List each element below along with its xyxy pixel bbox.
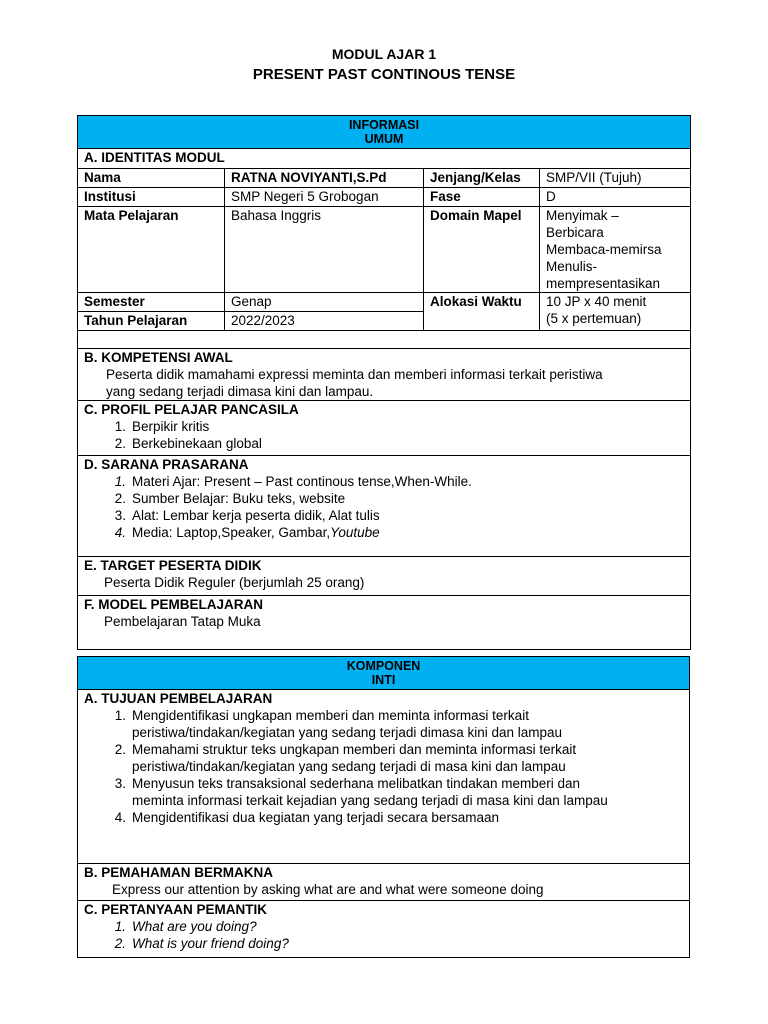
spacer-row	[78, 331, 691, 349]
mapel-label: Mata Pelajaran	[78, 207, 225, 293]
alokasi-label: Alokasi Waktu	[424, 293, 540, 331]
alokasi-value: 10 JP x 40 menit (5 x pertemuan)	[540, 293, 691, 331]
section-kompetensi-awal: B. KOMPETENSI AWAL Peserta didik mamahami expressi meminta dan memberi informasi terkait peristiwa yang sedang terjadi dimasa kini dan lampau.	[78, 349, 691, 401]
section-identitas-modul: A. IDENTITAS MODUL	[78, 149, 691, 169]
komponen-inti-header: KOMPONEN INTI	[78, 657, 690, 690]
domain-label: Domain Mapel	[424, 207, 540, 293]
list-item: 1. Materi Ajar: Present – Past continous tense,When-While.	[114, 474, 472, 489]
tahun-label: Tahun Pelajaran	[78, 312, 225, 331]
list-item: 2. Memahami struktur teks ungkapan memberi dan meminta informasi terkait peristiwa/tindakan/kegiatan yang sedang terjadi di masa kini dan lampau	[114, 742, 577, 774]
list-item: 3. Menyusun teks transaksional sederhana melibatkan tindakan memberi dan meminta informasi terkait kejadian yang sedang terjadi di masa kini dan lampau	[114, 776, 608, 808]
section-pertanyaan-pemantik: C. PERTANYAAN PEMANTIK 1. What are you doing? 2. What is your friend doing?	[78, 901, 690, 958]
section-model-pembelajaran: F. MODEL PEMBELAJARAN Pembelajaran Tatap Muka	[78, 596, 691, 650]
section-profil-pancasila: C. PROFIL PELAJAR PANCASILA 1. Berpikir kritis 2. Berkebinekaan global	[78, 401, 691, 456]
module-subtitle: PRESENT PAST CONTINOUS TENSE	[252, 66, 516, 83]
list-item: 2. What is your friend doing?	[114, 936, 289, 951]
list-item: 1. Berpikir kritis	[114, 419, 210, 434]
domain-value: Menyimak – Berbicara Membaca-memirsa Menulis- mempresentasikan	[540, 207, 691, 293]
list-item: 1. What are you doing?	[114, 919, 257, 934]
section-target-peserta: E. TARGET PESERTA DIDIK Peserta Didik Reguler (berjumlah 25 orang)	[78, 557, 691, 596]
jenjang-value: SMP/VII (Tujuh)	[540, 169, 691, 188]
info-umum-header: INFORMASI UMUM	[78, 116, 691, 149]
institusi-value: SMP Negeri 5 Grobogan	[225, 188, 424, 207]
institusi-label: Institusi	[78, 188, 225, 207]
list-item: 3. Alat: Lembar kerja peserta didik, Alat tulis	[114, 508, 380, 523]
komponen-inti-table	[77, 656, 690, 958]
tahun-value: 2022/2023	[225, 312, 424, 331]
list-item: 2. Sumber Belajar: Buku teks, website	[114, 491, 346, 506]
semester-value: Genap	[225, 293, 424, 312]
list-item: 4. Mengidentifikasi dua kegiatan yang terjadi secara bersamaan	[114, 810, 499, 825]
list-item: 2. Berkebinekaan global	[114, 436, 262, 451]
fase-value: D	[540, 188, 691, 207]
jenjang-label: Jenjang/Kelas	[424, 169, 540, 188]
section-tujuan-pembelajaran: A. TUJUAN PEMBELAJARAN 1. Mengidentifikasi ungkapan memberi dan meminta informasi terkait peristiwa/tindakan/kegiatan yang sedang terjadi dimasa kini dan lampau 2. Memahami struktur teks ungkapan memberi dan meminta informasi terkait peristiwa/tindakan/kegiatan yang sedang terjadi di masa kini dan lampau 3. Menyusun teks transaksional sederhana melibatkan tindakan memberi dan meminta informasi terkait kejadian yang sedang terjadi di masa kini dan lampau 4. Mengidentifikasi dua kegiatan yang terjadi secara bersamaan	[78, 690, 690, 864]
list-item: 4. Media: Laptop,Speaker, Gambar,Youtube	[114, 525, 380, 540]
nama-value: RATNA NOVIYANTI,S.Pd	[225, 169, 424, 188]
section-pemahaman-bermakna: B. PEMAHAMAN BERMAKNA Express our attention by asking what are and what were someone doing	[78, 864, 690, 901]
nama-label: Nama	[78, 169, 225, 188]
module-title: MODUL AJAR 1	[331, 46, 437, 62]
info-umum-table	[77, 115, 691, 650]
semester-label: Semester	[78, 293, 225, 312]
list-item: 1. Mengidentifikasi ungkapan memberi dan meminta informasi terkait peristiwa/tindakan/kegiatan yang sedang terjadi dimasa kini dan lampau	[114, 708, 563, 740]
fase-label: Fase	[424, 188, 540, 207]
mapel-value: Bahasa Inggris	[225, 207, 424, 293]
section-sarana-prasarana: D. SARANA PRASARANA 1. Materi Ajar: Present – Past continous tense,When-While. 2. Sumber Belajar: Buku teks, website 3. Alat: Lembar kerja peserta didik, Alat tulis 4. Media: Laptop,Speaker, Gambar,Youtube	[78, 456, 691, 557]
